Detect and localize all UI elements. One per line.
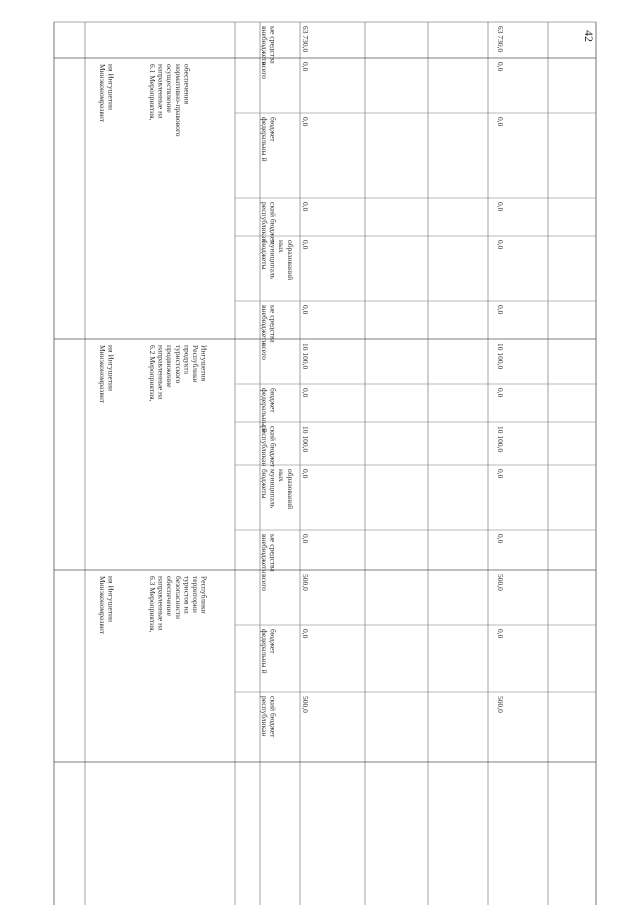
svg-text:10 100,0: 10 100,0 (496, 426, 505, 453)
svg-text:500,0: 500,0 (301, 574, 310, 591)
year-amount-cell (496, 117, 505, 127)
svg-text:всего: всего (260, 574, 269, 591)
year-amount-cell (496, 426, 505, 453)
svg-text:ые средства: ые средства (268, 26, 278, 64)
svg-text:Республики: Республики (191, 345, 200, 383)
year-amount-cell (496, 202, 505, 212)
svg-text:10 100,0: 10 100,0 (301, 343, 310, 370)
svg-text:внебюджетн: внебюджетн (260, 305, 269, 345)
svg-text:0,0: 0,0 (496, 62, 505, 72)
svg-text:0,0: 0,0 (496, 534, 505, 544)
svg-text:республикан: республикан (260, 202, 269, 243)
page-number: 42 (582, 30, 597, 42)
svg-text:ных: ных (277, 469, 287, 482)
svg-text:500,0: 500,0 (496, 696, 505, 713)
svg-text:500,0: 500,0 (301, 696, 310, 713)
year-amount-cell (496, 343, 505, 370)
svg-text:0,0: 0,0 (301, 240, 310, 250)
svg-text:продукта: продукта (182, 345, 192, 375)
executor-cell (98, 345, 116, 404)
funding-source-cell (260, 202, 278, 244)
svg-text:ия Ингушетии: ия Ингушетии (106, 576, 116, 623)
svg-text:федеральны й: федеральны й (260, 629, 269, 674)
svg-text:образований: образований (285, 240, 295, 281)
svg-text:ые средства: ые средства (268, 534, 278, 572)
svg-text:бюджеты: бюджеты (260, 469, 269, 499)
svg-text:0,0: 0,0 (496, 117, 505, 127)
svg-text:6.1 Мероприятия,: 6.1 Мероприятия, (148, 64, 157, 121)
svg-text:ия Ингушетии: ия Ингушетии (106, 345, 116, 392)
measure-name-cell (148, 64, 191, 137)
svg-text:0,0: 0,0 (301, 202, 310, 212)
svg-text:республикан: республикан (260, 426, 269, 467)
total-amount-cell (301, 388, 310, 398)
funding-source-cell (260, 696, 278, 738)
svg-text:бюджет: бюджет (268, 117, 278, 142)
total-amount-cell (301, 117, 310, 127)
year-amount-cell (496, 305, 505, 315)
svg-text:ые средства: ые средства (268, 305, 278, 343)
svg-text:продвижение: продвижение (165, 345, 175, 388)
svg-text:туристов на: туристов на (182, 576, 192, 614)
total-amount-cell (301, 305, 310, 315)
svg-text:500,0: 500,0 (496, 574, 505, 591)
funding-source-cell (260, 574, 269, 591)
year-amount-cell (496, 388, 505, 398)
executor-cell (98, 576, 116, 635)
svg-text:направленные на: направленные на (156, 64, 166, 119)
total-amount-cell (301, 629, 310, 639)
svg-text:федеральны й: федеральны й (260, 117, 269, 162)
total-amount-cell (301, 534, 310, 544)
total-amount-cell (301, 202, 310, 212)
funding-source-cell (260, 26, 278, 65)
total-amount-cell (301, 574, 310, 591)
funding-source-cell (260, 629, 278, 673)
svg-text:ский бюджет: ский бюджет (268, 202, 278, 244)
svg-text:0,0: 0,0 (496, 388, 505, 398)
funding-source-cell (260, 469, 295, 509)
svg-text:63 730,0: 63 730,0 (496, 26, 505, 53)
svg-text:республикан: республикан (260, 696, 269, 737)
svg-text:безопасности: безопасности (173, 576, 183, 620)
svg-text:всего: всего (260, 343, 269, 360)
svg-text:0,0: 0,0 (496, 202, 505, 212)
executor-cell (98, 64, 116, 123)
svg-text:0,0: 0,0 (301, 469, 310, 479)
svg-text:территории: территории (191, 576, 200, 613)
svg-text:направленные на: направленные на (156, 576, 166, 631)
svg-text:0,0: 0,0 (496, 469, 505, 479)
total-amount-cell (301, 240, 310, 250)
svg-text:0,0: 0,0 (301, 534, 310, 544)
year-amount-cell (496, 26, 505, 53)
svg-text:направленные на: направленные на (156, 345, 166, 400)
svg-text:Ингушетия: Ингушетия (199, 345, 209, 382)
total-amount-cell (301, 469, 310, 479)
svg-text:0,0: 0,0 (496, 629, 505, 639)
svg-text:0,0: 0,0 (301, 117, 310, 127)
year-amount-cell (496, 469, 505, 479)
year-amount-cell (496, 240, 505, 250)
svg-text:63 730,0: 63 730,0 (301, 26, 310, 53)
year-amount-cell (496, 534, 505, 544)
svg-text:бюджеты: бюджеты (260, 240, 269, 270)
svg-text:осуществление: осуществление (165, 64, 175, 113)
svg-text:Республики: Республики (199, 576, 209, 614)
total-amount-cell (301, 62, 310, 72)
svg-text:бюджет: бюджет (268, 388, 278, 413)
svg-text:всего: всего (260, 62, 269, 79)
svg-text:ский бюджет: ский бюджет (268, 426, 278, 468)
funding-source-cell (260, 240, 295, 280)
svg-text:0,0: 0,0 (496, 240, 505, 250)
svg-text:ский бюджет: ский бюджет (268, 696, 278, 738)
year-amount-cell (496, 574, 505, 591)
svg-text:0,0: 0,0 (301, 62, 310, 72)
svg-text:муниципаль: муниципаль (268, 240, 278, 280)
svg-text:ия Ингушетии: ия Ингушетии (106, 64, 116, 111)
funding-source-cell (260, 117, 278, 161)
svg-text:туристского: туристского (173, 345, 183, 384)
svg-text:Минэкономразвит: Минэкономразвит (98, 64, 107, 123)
total-amount-cell (301, 343, 310, 370)
svg-text:ных: ных (277, 240, 287, 253)
svg-text:0,0: 0,0 (301, 305, 310, 315)
svg-text:Минэкономразвит: Минэкономразвит (98, 576, 107, 635)
funding-source-cell (260, 534, 278, 573)
svg-text:образований: образований (285, 469, 295, 510)
funding-source-cell (260, 62, 269, 79)
svg-text:федеральны й: федеральны й (260, 388, 269, 433)
svg-text:муниципаль: муниципаль (268, 469, 278, 509)
svg-text:10 100,0: 10 100,0 (301, 426, 310, 453)
funding-source-cell (260, 426, 278, 468)
svg-text:внебюджетн: внебюджетн (260, 534, 269, 574)
funding-source-cell (260, 343, 269, 360)
total-amount-cell (301, 26, 310, 53)
svg-text:0,0: 0,0 (301, 388, 310, 398)
svg-text:нормативно-правового: нормативно-правового (173, 64, 183, 137)
funding-source-cell (260, 305, 278, 344)
svg-text:обеспечения: обеспечения (182, 64, 192, 105)
year-amount-cell (496, 696, 505, 713)
total-amount-cell (301, 696, 310, 713)
year-amount-cell (496, 629, 505, 639)
svg-text:0,0: 0,0 (496, 305, 505, 315)
svg-text:внебюджетн: внебюджетн (260, 26, 269, 66)
svg-text:0,0: 0,0 (301, 629, 310, 639)
svg-text:6.3 Мероприятия,: 6.3 Мероприятия, (148, 576, 157, 633)
total-amount-cell (301, 426, 310, 453)
svg-text:бюджет: бюджет (268, 629, 278, 654)
svg-text:обеспечение: обеспечение (165, 576, 175, 616)
measure-name-cell (148, 576, 209, 633)
svg-text:10 100,0: 10 100,0 (496, 343, 505, 370)
svg-text:6.2 Мероприятия,: 6.2 Мероприятия, (148, 345, 157, 402)
year-amount-cell (496, 62, 505, 72)
measure-name-cell (148, 345, 209, 402)
svg-text:Минэкономразвит: Минэкономразвит (98, 345, 107, 404)
